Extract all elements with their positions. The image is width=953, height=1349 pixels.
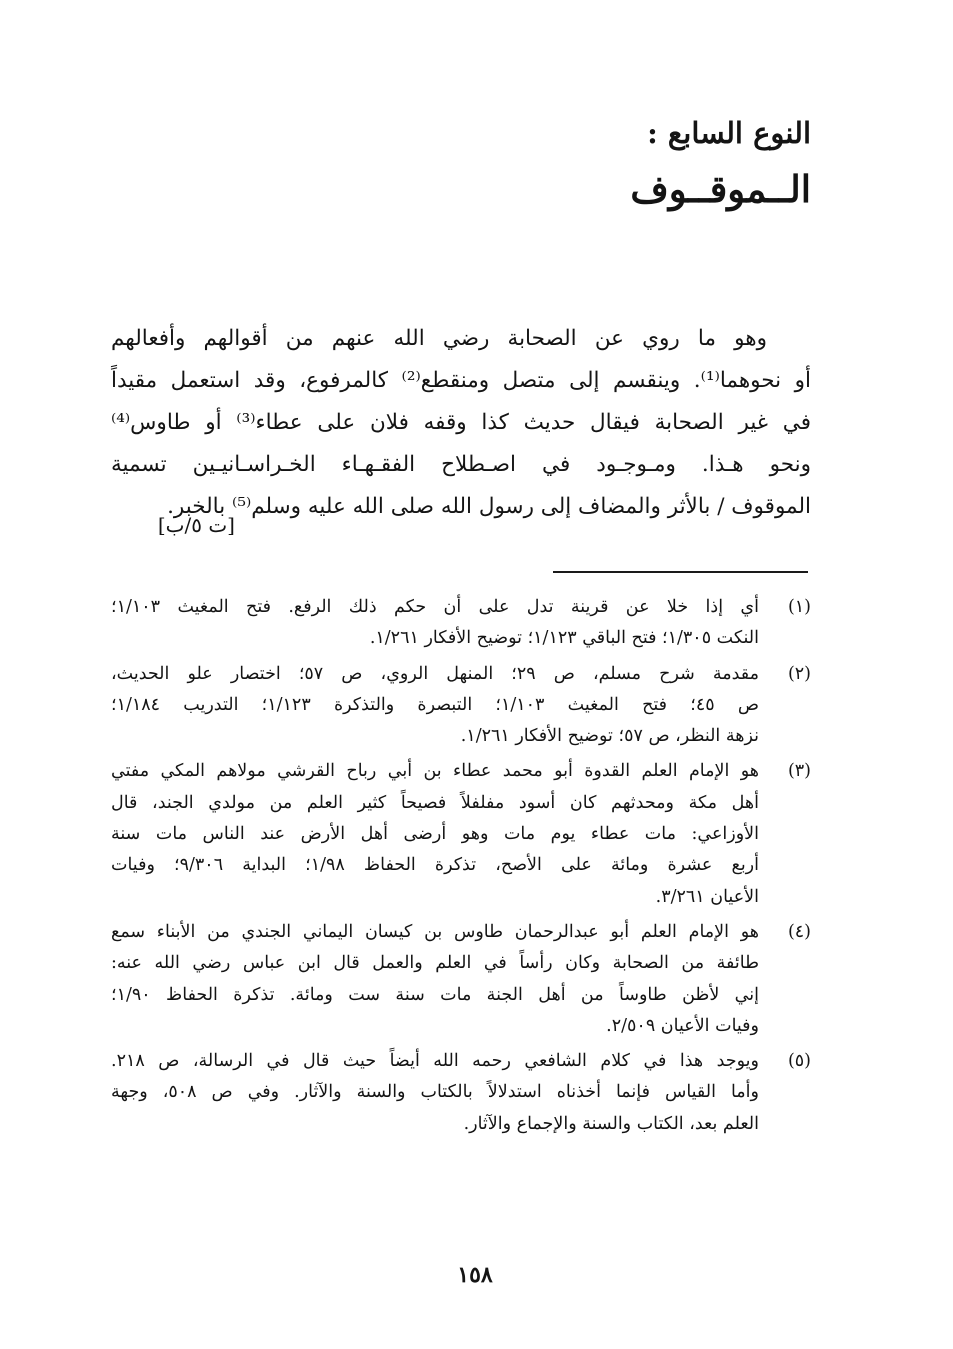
- footnote-line: إني لأظن طاوساً من أهل الجنة مات سنة ست ومائة. تذكرة الحفاظ ١/٩٠؛: [111, 984, 759, 1005]
- footnote-line: النكت ١/٣٠٥؛ فتح الباقي ١/١٢٣؛ توضيح الأفكار ١/٢٦١.: [369, 628, 759, 649]
- chapter-heading: [311, 108, 811, 220]
- footnote-5: [111, 1046, 811, 1140]
- body-line: ونحو هـذا. ومـوجـود في اصـطلاح الفقـهـاء الخـراسـانيـين تسمية: [111, 452, 811, 477]
- footnote-line: مقدمة شرح مسلم، ص ٢٩؛ المنهل الروي، ص ٥٧؛ اختصار علو الحديث،: [111, 663, 760, 684]
- footnote-number: (٣): [787, 761, 811, 782]
- footnote-line: أي إذا خلا عن قرينة تدل على أن حكم ذلك الرفع. فتح المغيث ١/١٠٣؛: [111, 597, 759, 617]
- footnote-line: هو الإمام العلم القدوة أبو محمد عطاء بن أبي رباح القرشي مولاهم المكي مفتي: [111, 761, 759, 782]
- footnote-2: [111, 659, 811, 753]
- footnote-number: (١): [787, 597, 811, 617]
- body-line: في غير الصحابة فيقال حديث كذا وقفه فلان على عطاء⁽³⁾ أو طاوس⁽⁴⁾: [111, 410, 811, 435]
- page-number: ١٥٨: [457, 1262, 493, 1288]
- footnote-4: [111, 917, 811, 1042]
- footnote-line: العلم بعد، الكتاب والسنة والإجماع والآثار.: [463, 1113, 759, 1134]
- footnote-line: وأما القياس فإنما أخذناه استدلالاً بالكتاب والسنة والآثار. وفي ص ٥٠٨، وجهة: [111, 1082, 759, 1103]
- chapter-label: النوع السابع :: [647, 116, 811, 150]
- footnote-separator: [553, 571, 808, 573]
- footnote-line: أربع عشرة ومائة على الأصح، تذكرة الحفاظ ١/٩٨؛ البداية ٩/٣٠٦؛ وفيات: [111, 855, 759, 876]
- footnote-number: (٥): [787, 1051, 811, 1072]
- chapter-title: الــموقــوف: [630, 167, 811, 211]
- footnote-line: أهل مكة ومحدثهم كان أسود مفلفلاً فصيحاً كثير العلم من مولدي الجند، قال: [111, 792, 759, 813]
- body-line: الموقوف / بالأثر والمضاف إلى رسول الله صلى الله عليه وسلم⁽⁵⁾ بالخبر.: [167, 494, 811, 519]
- footnote-1: [111, 592, 811, 655]
- footnote-line: الأعيان ٣/٢٦١.: [655, 886, 759, 907]
- main-paragraph: [111, 318, 811, 528]
- footnote-number: (٤): [787, 921, 811, 942]
- footnotes: [111, 592, 811, 1144]
- footnote-line: الأوزاعي: مات عطاء يوم مات وهو أرضى أهل الأرض عند الناس مات سنة: [111, 824, 759, 845]
- footnote-line: هو الإمام العلم أبو عبدالرحمان طاوس بن كيسان اليماني الجندي من الأبناء سمع: [111, 921, 759, 942]
- manuscript-folio-note: [ت ٥/ب]: [157, 513, 235, 537]
- footnote-3: [111, 756, 811, 912]
- footnote-number: (٢): [787, 663, 811, 684]
- footnote-line: ص ٤٥؛ فتح المغيث ١/١٠٣؛ التبصرة والتذكرة ١/١٢٣؛ التدريب ١/١٨٤؛: [111, 694, 759, 715]
- body-line: وهو ما روي عن الصحابة رضي الله عنهم من أقوالهم وأفعالهم: [111, 326, 767, 351]
- footnote-line: طائفة من الصحابة وكان رأساً في العلم والعمل قال ابن عباس رضي الله عنه:: [111, 953, 759, 974]
- footnote-line: نزهة النظر، ص ٥٧؛ توضيح الأفكار ١/٢٦١.: [460, 726, 759, 747]
- body-line: أو نحوهما⁽¹⁾. وينقسم إلى متصل ومنقطع⁽²⁾ كالمرفوع، وقد استعمل مقيداً: [111, 368, 812, 393]
- footnote-line: وفيات الأعيان ٢/٥٠٩.: [606, 1015, 759, 1036]
- footnote-line: ويوجد هذا في كلام الشافعي رحمه الله أيضاً حيث قال في الرسالة، ص ٢١٨.: [111, 1051, 759, 1072]
